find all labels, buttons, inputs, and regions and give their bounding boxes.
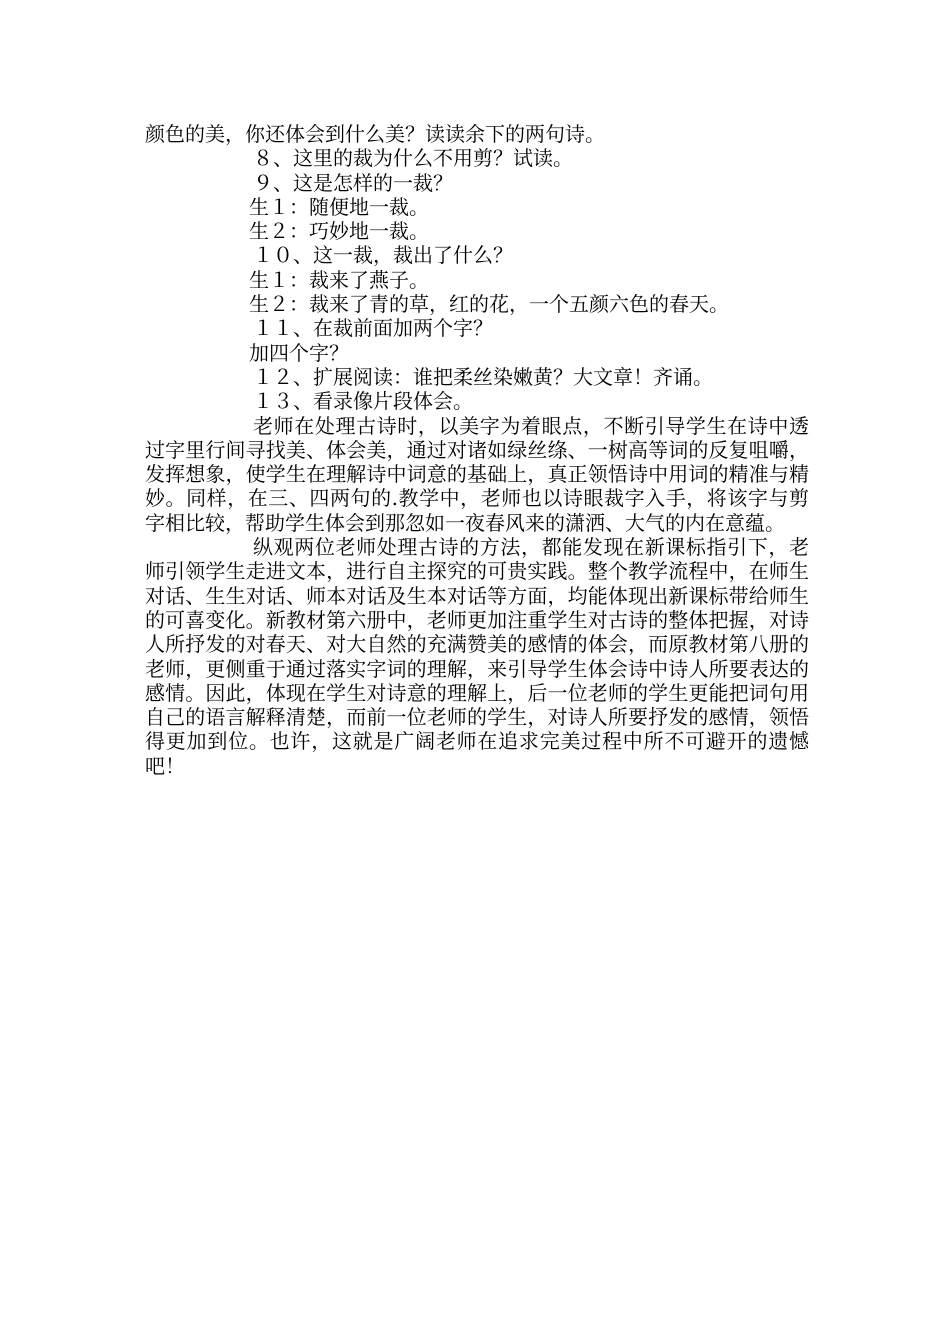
text-line-question-9: ９、这是怎样的一裁？	[253, 170, 453, 195]
text-line-student-1-answer: 生１：随便地一裁。	[249, 194, 429, 219]
paragraph-analysis-2: 纵观两位老师处理古诗的方法，都能发现在新课标指引下，老师引领学生走进文本，进行自主探究的可贵实践。整个教学流程中，在师生对话、生生对话、师本对话及生本对话等方面，均能体现出新课标带给师生的可喜变化。新教材第六册中，老师更加注重学生对古诗的整体把握，对诗人所抒发的对春天、对大自然的充满赞美的感情的体会，而原教材第八册的老师，更侧重于通过落实字词的理解，来引导学生体会诗中诗人所要表达的感情。因此，体现在学生对诗意的理解上，后一位老师的学生更能把词句用自己的语言解释清楚，而前一位老师的学生，对诗人所要抒发的感情，领悟得更加到位。也许，这就是广阔老师在追求完美过程中所不可避开的遗憾吧！	[145, 535, 809, 778]
text-line-item-13: １３、看录像片段体会。	[253, 389, 473, 414]
text-line-1: 颜色的美，你还体会到什么美？读读余下的两句诗。	[145, 122, 605, 146]
text-line-item-12: １２、扩展阅读：谁把柔丝染嫩黄？大文章！齐诵。	[253, 364, 713, 389]
text-line-student-2-answer: 生２：巧妙地一裁。	[249, 219, 429, 244]
text-line-student-2-answer-2: 生２：裁来了青的草，红的花，一个五颜六色的春天。	[249, 292, 729, 317]
document-page	[145, 122, 809, 778]
text-line-question-8: ８、这里的裁为什么不用剪？试读。	[253, 146, 573, 171]
text-line-student-1-answer-2: 生１：裁来了燕子。	[249, 267, 429, 292]
text-line-question-11: １１、在裁前面加两个字？	[253, 316, 493, 341]
paragraph-analysis-1: 老师在处理古诗时，以美字为着眼点，不断引导学生在诗中透过字里行间寻找美、体会美，通过对诸如绿丝绦、一树高等词的反复咀嚼，发挥想象，使学生在理解诗中词意的基础上，真正领悟诗中用词的精准与精妙。同样，在三、四两句的.教学中，老师也以诗眼裁字入手，将该字与剪字相比较，帮助学生体会到那忽如一夜春风来的潇洒、大气的内在意蕴。	[145, 413, 809, 535]
text-line-add-four-chars: 加四个字？	[249, 340, 349, 365]
text-line-question-10: １０、这一裁，裁出了什么？	[253, 243, 513, 268]
